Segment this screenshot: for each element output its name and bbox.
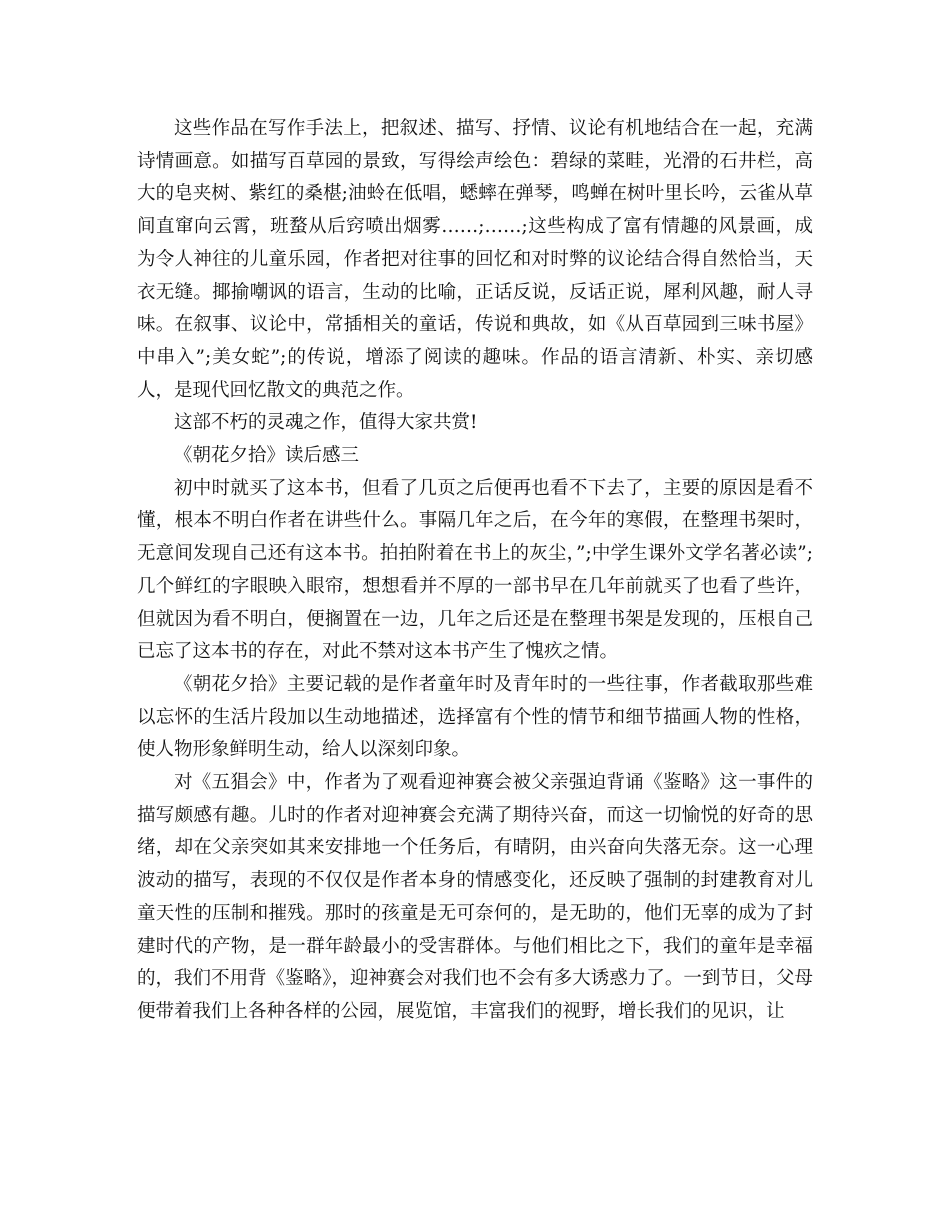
paragraph-finding-book: 初中时就买了这本书，但看了几页之后便再也看不下去了，主要的原因是看不懂，根本不明白作者在讲些什么。事隔几年之后，在今年的寒假，在整理书架时，无意间发现自己还有这本书。拍拍附着在书上的灰尘，”;中学生课外文学名著必读”;几个鲜红的字眼映入眼帘，想想看并不厚的一部书早在几年前就买了也看了些许，但就因为看不明白，便搁置在一边，几年之后还是在整理书架是发现的，压根自己已忘了这本书的存在，对此不禁对这本书产生了愧疚之情。 (137, 477, 813, 663)
paragraph-recommendation: 这部不朽的灵魂之作，值得大家共赏! (174, 412, 478, 434)
document-page (137, 113, 813, 1029)
paragraph-wuchang-hui: 对《五猖会》中，作者为了观看迎神赛会被父亲强迫背诵《鉴略》这一事件的描写颇感有趣。儿时的作者对迎神赛会充满了期待兴奋，而这一切愉悦的好奇的思绪，却在父亲突如其来安排地一个任务后，有晴阴，由兴奋向失落无奈。这一心理波动的描写，表现的不仅仅是作者本身的情感变化，还反映了强制的封建教育对儿童天性的压制和摧残。那时的孩童是无可奈何的，是无助的，他们无辜的成为了封建时代的产物，是一群年龄最小的受害群体。与他们相比之下，我们的童年是幸福的，我们不用背《鉴略》，迎神赛会对我们也不会有多大诱惑力了。一到节日，父母便带着我们上各种各样的公园，展览馆，丰富我们的视野，增长我们的见识，让 (137, 772, 813, 1022)
paragraph-book-summary: 《朝花夕拾》主要记载的是作者童年时及青年时的一些往事，作者截取那些难以忘怀的生活片段加以生动地描述，选择富有个性的情节和细节描画人物的性格，使人物形象鲜明生动，给人以深刻印象。 (137, 673, 813, 761)
paragraph-writing-techniques: 这些作品在写作手法上，把叙述、描写、抒情、议论有机地结合在一起，充满诗情画意。如描写百草园的景致，写得绘声绘色：碧绿的菜畦，光滑的石井栏，高大的皂夹树、紫红的桑椹;油蛉在低唱，蟋蟀在弹琴，鸣蝉在树叶里长吟，云雀从草间直窜向云霄，班蝥从后窍喷出烟雾……;……;这些构成了富有情趣的风景画，成为令人神往的儿童乐园，作者把对往事的回忆和对时弊的议论结合得自然恰当，天衣无缝。揶揄嘲讽的语言，生动的比喻，正话反说，反话正说，犀利风趣，耐人寻味。在叙事、议论中，常插相关的童话，传说和典故，如《从百草园到三味书屋》中串入”;美女蛇”;的传说，增添了阅读的趣味。作品的语言清新、朴实、亲切感人，是现代回忆散文的典范之作。 (137, 118, 813, 401)
section-heading: 《朝花夕拾》读后感三 (174, 445, 360, 467)
